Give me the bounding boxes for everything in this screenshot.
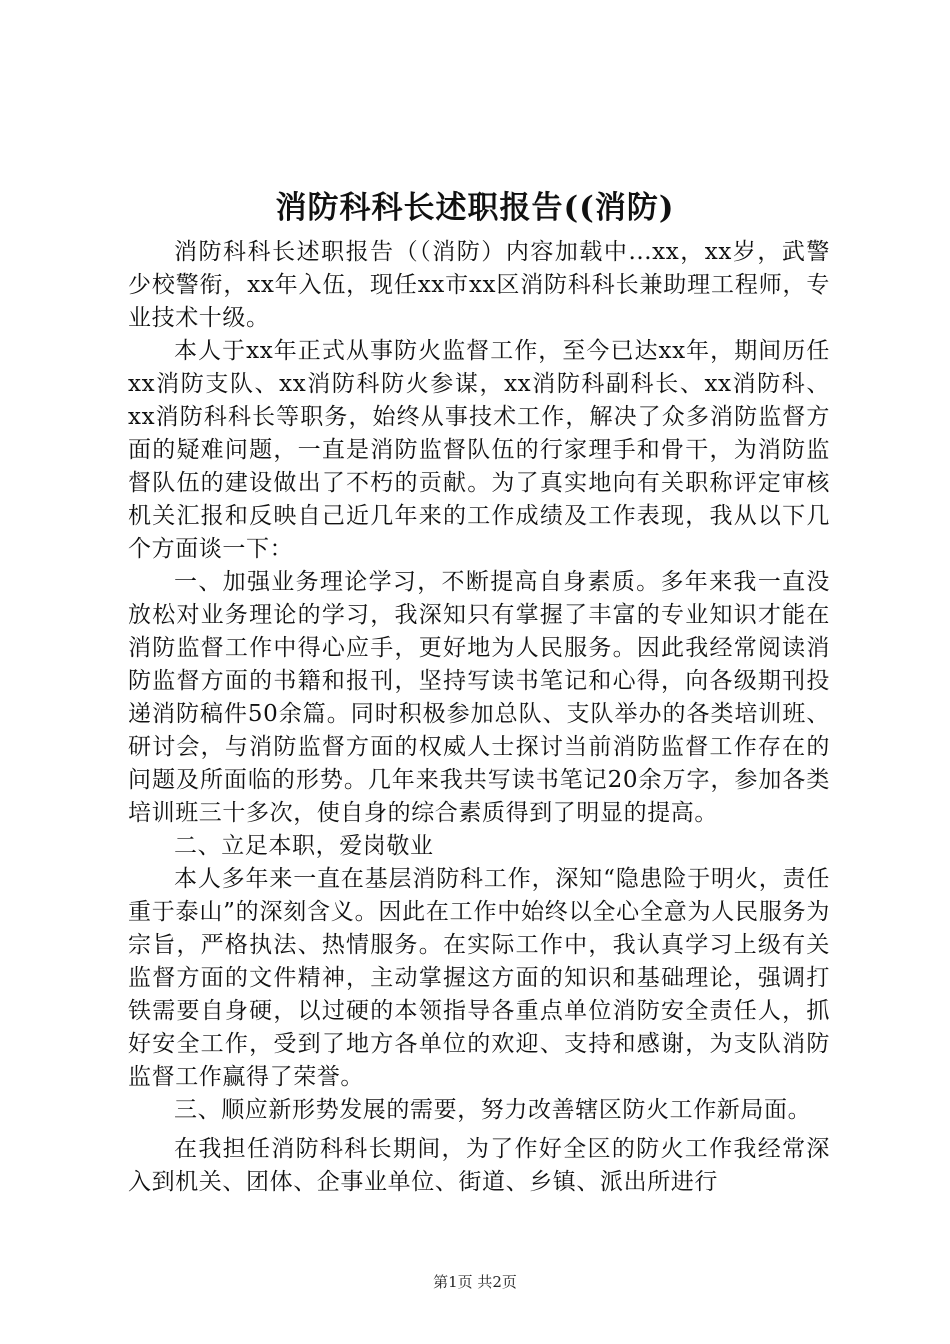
paragraph-section-1: 一、加强业务理论学习，不断提高自身素质。多年来我一直没放松对业务理论的学习，我深知只有掌握了丰富的专业知识才能在消防监督工作中得心应手，更好地为人民服务。因此我经常阅读消防监督方面的书籍和报刊，坚持写读书笔记和心得，向各级期刊投递消防稿件50余篇。同时积极参加总队、支队举办的各类培训班、研讨会，与消防监督方面的权威人士探讨当前消防监督工作存在的问题及所面临的形势。几年来我共写读书笔记20余万字，参加各类培训班三十多次，使自身的综合素质得到了明显的提高。 xyxy=(128,569,830,826)
paragraph-career: 本人于xx年正式从事防火监督工作，至今已达xx年，期间历任xx消防支队、xx消防科防火参谋，xx消防科副科长、xx消防科、xx消防科科长等职务，始终从事技术工作，解决了众多消防监督方面的疑难问题，一直是消防监督队伍的行家理手和骨干，为消防监督队伍的建设做出了不朽的贡献。为了真实地向有关职称评定审核机关汇报和反映自己近几年来的工作成绩及工作表现，我从以下几个方面谈一下： xyxy=(128,338,830,562)
section-heading-2: 二、立足本职，爱岗敬业 xyxy=(174,833,434,859)
page-number-footer: 第1页 共2页 xyxy=(433,1273,517,1291)
paragraph-intro: 消防科科长述职报告（（消防）内容加载中...xx，xx岁，武警少校警衔，xx年入伍，现任xx市xx区消防科科长兼助理工程师，专业技术十级。 xyxy=(128,239,830,331)
document-body xyxy=(128,236,830,1199)
paragraph-section-2: 本人多年来一直在基层消防科工作，深知“隐患险于明火，责任重于泰山”的深刻含义。因此在工作中始终以全心全意为人民服务为宗旨，严格执法、热情服务。在实际工作中，我认真学习上级有关监督方面的文件精神，主动掌握这方面的知识和基础理论，强调打铁需要自身硬，以过硬的本领指导各重点单位消防安全责任人，抓好安全工作，受到了地方各单位的欢迎、支持和感谢，为支队消防监督工作赢得了荣誉。 xyxy=(128,866,830,1090)
document-title: 消防科科长述职报告((消防) xyxy=(275,190,675,226)
paragraph-section-3: 在我担任消防科科长期间，为了作好全区的防火工作我经常深入到机关、团体、企事业单位、街道、乡镇、派出所进行 xyxy=(128,1136,830,1195)
section-heading-3: 三、顺应新形势发展的需要，努力改善辖区防火工作新局面。 xyxy=(174,1097,812,1123)
